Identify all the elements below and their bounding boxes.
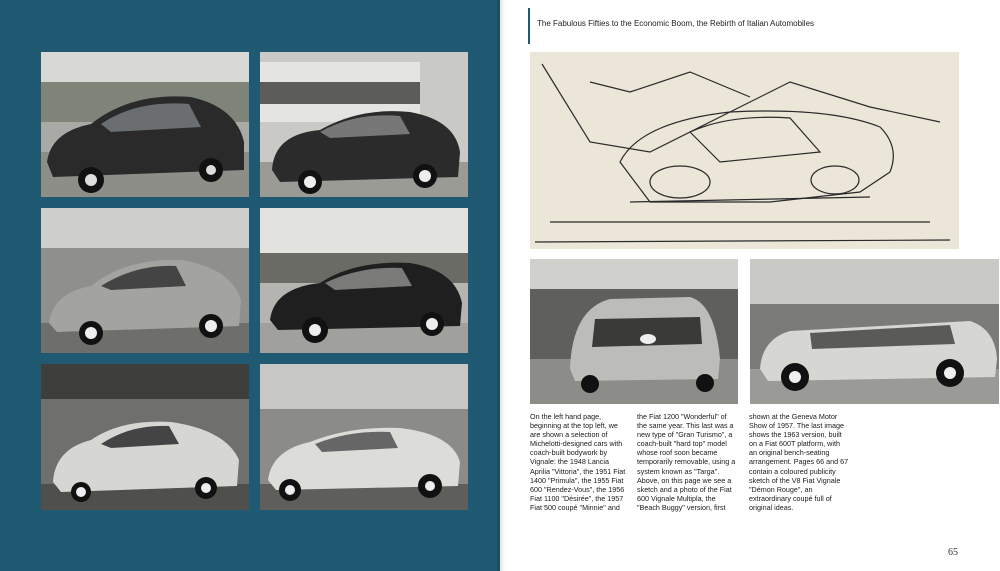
body-text-column-2: the Fiat 1200 "Wonderful" of the same year. This last was a new type of "Gran Turismo", a coach-built "hard top" model whose roof soon became temporarily removable, using a system known as "Targa". Above, on this page we see a sketch and a photo of the Fiat 600 Vignale Multipla, the "Beach Buggy" version, first [637,412,736,512]
car-photo-fiat-1200-wonderful [260,364,468,510]
multipla-1957-photo [530,259,738,404]
running-head: The Fabulous Fifties to the Economic Boom, the Rebirth of Italian Automobiles [537,19,815,28]
car-photo-lancia-aprilia-vittoria [41,52,249,197]
car-photo-fiat-1400-primula [260,52,468,197]
multipla-1963-photo [750,259,999,404]
body-text-column-1: On the left hand page, beginning at the top left, we are shown a selection of Michelotti-designed cars with coach-built bodywork by Vignale: the 1948 Lancia Aprilia "Vittoria", the 1951 Fiat 1400 "Primula", the 1955 Fiat 600 "Rendez-Vous", the 1956 Fiat 1100 "Désirée", the 1957 Fiat 500 coupé "Minnie" and [530,412,626,512]
body-text-column-3: shown at the Geneva Motor Show of 1957. The last image shows the 1963 version, built on a Fiat 600T platform, with an original bench-seating arrangement. Pages 66 and 67 contain a coloured publicity sketch of the V8 Fiat Vignale "Démon Rouge", an extraordinary coupé full of original ideas. [749,412,849,512]
car-photo-fiat-1100-desiree [260,208,468,353]
multipla-beach-buggy-sketch [530,52,959,249]
car-photo-fiat-600-rendez-vous [41,208,249,353]
page-number: 65 [948,547,958,558]
book-spine [497,0,505,571]
header-accent-rule [528,8,530,44]
car-photo-fiat-500-minnie [41,364,249,510]
